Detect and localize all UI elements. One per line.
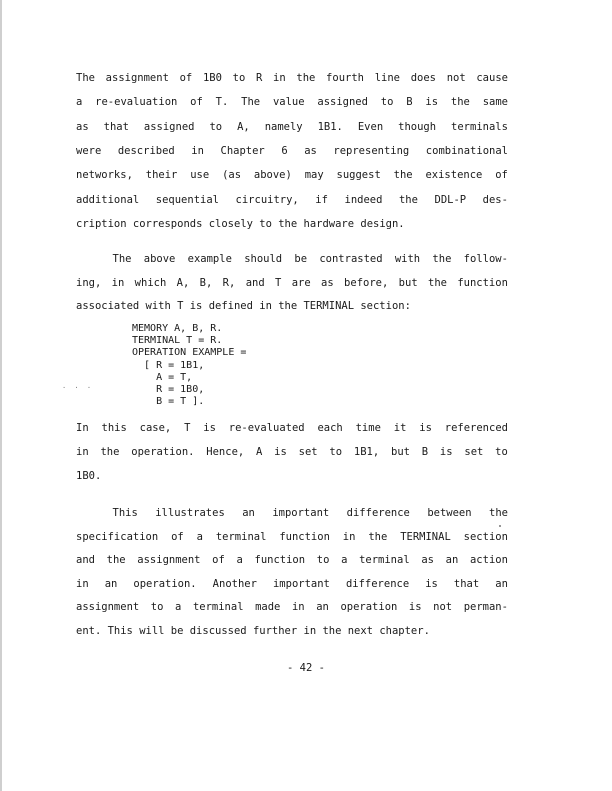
paragraph4-line: This illustrates an important difference between the [112,507,508,519]
paragraph1-line: networks, their use (as above) may suggest the existence of [76,169,508,182]
paragraph3-line: in the operation. Hence, A is set to 1B1, but B is set to [76,446,508,458]
paragraph1-line: additional sequential circuitry, if indeed the DDL-P des- [76,193,508,206]
paragraph4-line: and the assignment of a function to a terminal as an action [76,554,508,567]
paragraph1-line: were described in Chapter 6 as representing combinational [76,144,508,157]
paragraph3-line: In this case, T is re-evaluated each time it is referenced [76,422,508,434]
paragraph2-line: associated with T is defined in the TERMINAL section: [76,300,411,312]
code-listing: MEMORY A, B, R. TERMINAL T = R. OPERATION EXAMPLE = [ R = 1B1, A = T, R = 1B0, B = T ]. [132,323,247,408]
paragraph1-line: as that assigned to A, namely 1B1. Even though terminals [76,120,508,133]
paragraph4-line: in an operation. Another important difference is that an [76,577,508,590]
paragraph2-line: The above example should be contrasted with the follow- [112,253,508,265]
paragraph3-line: 1B0. [76,470,102,482]
paragraph1-line: a re-evaluation of T. The value assigned to B is the same [76,96,508,109]
paragraph1-line: cription corresponds closely to the hardware design. [76,217,405,230]
scan-specks: · · · [62,384,94,392]
page-number: - 42 - [287,662,325,674]
paragraph4-line: specification of a terminal function in the TERMINAL section [76,530,508,543]
scan-speck [499,525,501,527]
paragraph4-line: ent. This will be discussed further in the next chapter. [76,625,430,637]
paragraph1-line: The assignment of 1B0 to R in the fourth line does not cause [76,72,508,84]
paragraph4-line: assignment to a terminal made in an operation is not perman- [76,601,508,614]
paragraph2-line: ing, in which A, B, R, and T are as before, but the function [76,276,508,289]
